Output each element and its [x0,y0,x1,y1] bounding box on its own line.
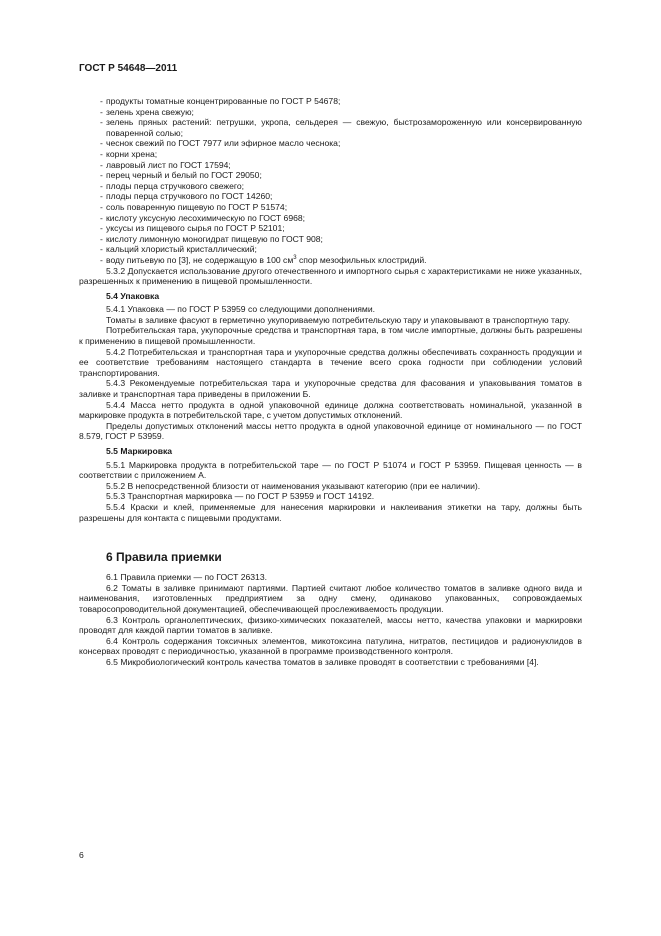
list-item: - воду питьевую по [3], не содержащую в 100 $см^3$ спор мезофильных клостридий. [100,254,427,265]
list-item: - кислоту лимонную моногидрат пищевую по ГОСТ 908; [100,233,323,244]
subsection-heading-5-5: 5.5 Маркировка [106,446,173,456]
paragraph-5-4-1: 5.4.1 Упаковка — по ГОСТ Р 53959 со следующими дополнениями. [106,304,376,315]
paragraph-5-4-1-c: Потребительская тара, укупорочные средства и транспортная тара, в том числе импортные, должны быть разрешены к применению в пищевой промышленности. [79,325,582,347]
list-item: - перец черный и белый по ГОСТ 29050; [100,170,262,181]
list-item: - уксусы из пищевого сырья по ГОСТ Р 52101; [100,223,285,234]
paragraph-6-3: 6.3 Контроль органолептических, физико-химических показателей, массы нетто, качества упаковки и маркировки проводят для каждой партии томатов в заливке. [79,614,582,636]
list-item: - чеснок свежий по ГОСТ 7977 или эфирное масло чеснока; [100,138,341,149]
list-item: - соль поваренную пищевую по ГОСТ Р 51574; [100,201,288,212]
paragraph-6-2: 6.2 Томаты в заливке принимают партиями. Партией считают любое количество томатов в заливке одного вида и наименования, изготовленных предприятием за одну смену, одинаково упакованных, сопровождаемых товаросопроводительной документацией, обеспечивающей прослеживаемость продукции. [79,582,582,614]
list-item: - плоды перца стручкового свежего; [100,180,245,191]
paragraph-5-5-3: 5.5.3 Транспортная маркировка — по ГОСТ Р 53959 и ГОСТ 14192. [106,491,375,502]
section-heading-6: 6 Правила приемки [106,550,222,565]
paragraph-6-4: 6.4 Контроль содержания токсичных элементов, микотоксина патулина, нитратов, пестицидов и радионуклидов в консервах проводят с периодичностью, указанной в программе производственного контроля. [79,635,582,657]
paragraph-5-4-1-b: Томаты в заливке фасуют в герметично укупориваемую потребительскую тару и упаковывают в транспортную тару. [106,314,571,325]
paragraph-5-5-4: 5.5.4 Краски и клей, применяемые для нанесения маркировки и наклеивания этикетки на тару, должны быть разрешены для контакта с пищевыми продуктами. [79,501,582,523]
list-item: - кальций хлористый кристаллический; [100,244,257,255]
paragraph-6-1: 6.1 Правила приемки — по ГОСТ 26313. [106,572,267,583]
paragraph-5-5-1: 5.5.1 Маркировка продукта в потребительской таре — по ГОСТ Р 51074 и ГОСТ Р 53959. Пищевая ценность — в соответствии с приложением А. [79,459,582,481]
list-item: - кислоту уксусную лесохимическую по ГОСТ 6968; [100,212,306,223]
list-item: - плоды перца стручкового по ГОСТ 14260; [100,191,273,202]
list-item: - корни хрена; [100,148,158,159]
paragraph-6-5: 6.5 Микробиологический контроль качества томатов в заливке проводят в соответствии с требованиями [4]. [106,656,539,667]
list-item: - продукты томатные концентрированные по ГОСТ Р 54678; [100,96,341,106]
superscript: 3 [293,255,297,262]
raw-materials-list [79,96,582,266]
list-item: - зелень пряных растений: петрушки, укропа, сельдерея — свежую, быстрозамороженную или консервированную поваренной солью; [100,117,582,138]
subsection-heading-5-4: 5.4 Упаковка [106,290,160,301]
list-item: - лавровый лист по ГОСТ 17594; [100,159,231,170]
paragraph-5-3-2: 5.3.2 Допускается использование другого отечественного и импортного сырья с характеристиками не ниже указанных, разрешенных к применению в пищевой промышленности. [79,265,582,287]
paragraph-5-4-3: 5.4.3 Рекомендуемые потребительская тара и укупорочные средства для фасования и упаковывания томатов в заливке и транспортная тара приведены в приложении Б. [79,378,582,400]
page-number: 6 [79,850,84,860]
document-body [79,96,582,668]
paragraph-5-4-4-b: Пределы допустимых отклонений массы нетто продукта в одной упаковочной единице от номинального — по ГОСТ 8.579, ГОСТ Р 53959. [79,420,582,442]
paragraph-5-4-2: 5.4.2 Потребительская и транспортная тара и укупорочные средства должны обеспечивать сохранность продукции и ее соответствие требованиям настоящего стандарта в течение всего срока годности при соблюдении условий транспортирования. [79,346,582,378]
list-item: - зелень хрена свежую; [100,106,194,117]
paragraph-5-4-4: 5.4.4 Масса нетто продукта в одной упаковочной единице должна соответствовать номинальной, указанной в маркировке продукта в потребительской таре, с учетом допустимых отклонений. [79,399,582,421]
page-header: ГОСТ Р 54648—2011 [79,63,178,74]
paragraph-5-5-2: 5.5.2 В непосредственной близости от наименования указывают категорию (при ее наличии). [106,480,481,491]
